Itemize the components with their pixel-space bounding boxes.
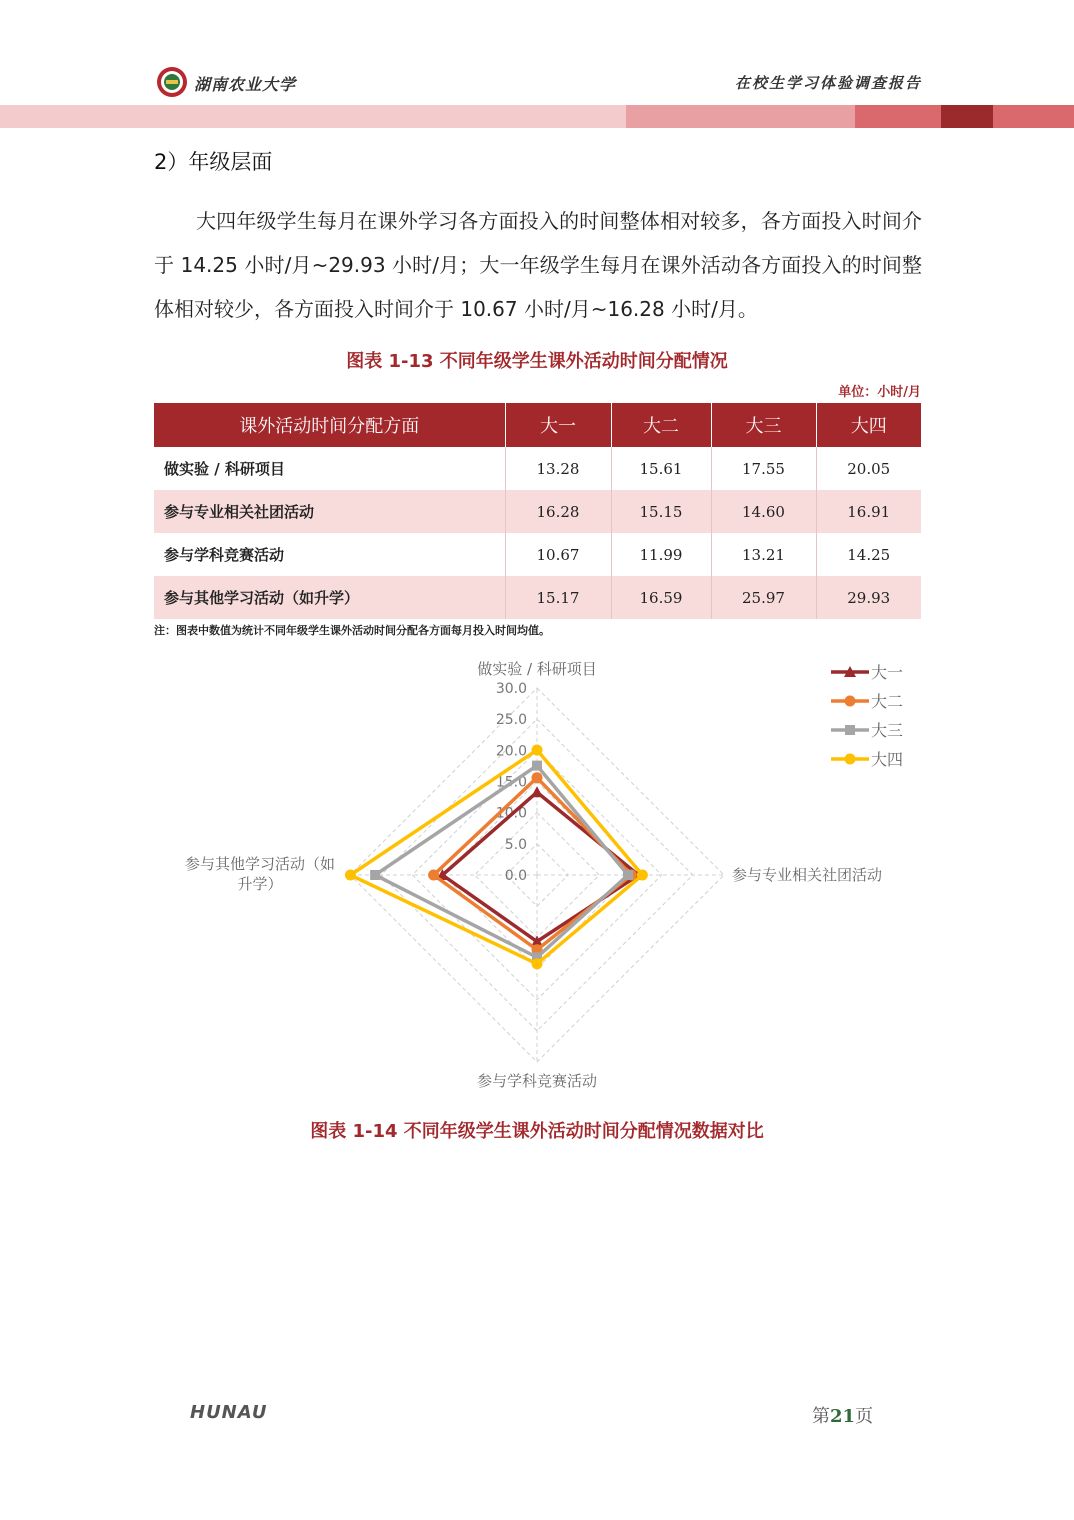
table-cell: 17.55 — [711, 447, 816, 490]
table-header-cell: 课外活动时间分配方面 — [154, 403, 505, 447]
page-suffix: 页 — [855, 1406, 874, 1427]
radar-point — [345, 870, 356, 881]
table-row — [154, 576, 921, 619]
row-label: 参与学科竞赛活动 — [154, 533, 505, 576]
table-cell: 20.05 — [816, 447, 921, 490]
table-header-cell: 大一 — [505, 403, 611, 447]
section-heading: 2）年级层面 — [154, 150, 273, 174]
row-label: 参与专业相关社团活动 — [154, 490, 505, 533]
header-band-segment — [855, 105, 941, 128]
footer-brand: HUNAU — [190, 1402, 268, 1423]
table-cell: 16.59 — [611, 576, 711, 619]
radar-axis-label-line: 做实验 / 科研项目 — [477, 660, 597, 678]
radar-tick-label: 10.0 — [495, 805, 527, 822]
radar-series-line — [434, 778, 632, 950]
radar-point — [623, 870, 633, 880]
page-number-label — [812, 1402, 873, 1428]
radar-axis-label — [477, 1072, 597, 1090]
table-cell: 29.93 — [816, 576, 921, 619]
table-header-row — [154, 403, 921, 447]
header-band-segment — [626, 105, 855, 128]
university-logo-icon — [156, 66, 188, 98]
radar-point — [532, 772, 543, 783]
table-cell: 15.17 — [505, 576, 611, 619]
radar-point — [532, 761, 542, 771]
table-header-cell: 大四 — [816, 403, 921, 447]
legend-label: 大四 — [871, 750, 904, 769]
table-cell: 14.25 — [816, 533, 921, 576]
table-cell: 11.99 — [611, 533, 711, 576]
radar-axis-label-line: 参与学科竞赛活动 — [476, 1072, 598, 1090]
radar-axis-label-line: 参与专业相关社团活动 — [732, 866, 883, 884]
radar-point — [531, 786, 543, 797]
radar-tick-label: 25.0 — [495, 712, 527, 729]
table-cell: 16.91 — [816, 490, 921, 533]
header-band-segment — [0, 105, 626, 128]
radar-chart — [150, 650, 930, 1100]
legend-label: 大二 — [871, 692, 904, 711]
table-cell: 25.97 — [711, 576, 816, 619]
page-prefix: 第 — [812, 1406, 830, 1427]
row-label: 参与其他学习活动（如升学） — [154, 576, 505, 619]
table-row — [154, 447, 921, 490]
table-cell: 15.15 — [611, 490, 711, 533]
row-label: 做实验 / 科研项目 — [154, 447, 505, 490]
legend-label: 大一 — [871, 663, 904, 682]
table-cell: 10.67 — [505, 533, 611, 576]
header-band-segment — [993, 105, 1074, 128]
header-band-segment — [941, 105, 993, 128]
table-caption: 图表 1-13 不同年级学生课外活动时间分配情况 — [346, 351, 728, 372]
page-header — [0, 0, 1074, 130]
radar-axis-label — [477, 660, 597, 678]
radar-point — [637, 870, 648, 881]
radar-axis-label — [732, 866, 882, 884]
radar-point — [370, 870, 380, 880]
table-unit: 单位：小时/月 — [838, 385, 921, 400]
table-cell: 13.21 — [711, 533, 816, 576]
table-row — [154, 490, 921, 533]
radar-point — [428, 870, 439, 881]
legend-swatch-marker — [845, 725, 855, 735]
table-header-cell: 大二 — [611, 403, 711, 447]
table-row — [154, 533, 921, 576]
table-note: 注：图表中数值为统计不同年级学生课外活动时间分配各方面每月投入时间均值。 — [154, 624, 550, 637]
radar-axis-label — [185, 855, 335, 893]
table-cell: 15.61 — [611, 447, 711, 490]
legend-swatch-marker — [845, 754, 856, 765]
radar-tick-label: 15.0 — [495, 774, 527, 791]
radar-axis-label-line: 升学） — [237, 875, 283, 893]
legend-label: 大三 — [871, 721, 904, 740]
table-cell: 16.28 — [505, 490, 611, 533]
page-number: 21 — [830, 1406, 856, 1427]
table-cell: 13.28 — [505, 447, 611, 490]
body-paragraph: 大四年级学生每月在课外学习各方面投入的时间整体相对较多，各方面投入时间介于 14.25 小时/月~29.93 小时/月；大一年级学生每月在课外活动各方面投入的时间整体相对较少，各方面投入时间介于 10.67 小时/月~16.28 小时/月。 — [154, 209, 922, 321]
radar-axis-label-line: 参与其他学习活动（如 — [184, 855, 336, 873]
table-header-cell: 大三 — [711, 403, 816, 447]
activity-time-table — [154, 403, 921, 619]
legend-swatch-marker — [845, 696, 856, 707]
radar-tick-label: 0.0 — [504, 868, 527, 884]
chart-caption: 图表 1-14 不同年级学生课外活动时间分配情况数据对比 — [310, 1121, 764, 1142]
university-name: 湖南农业大学 — [194, 75, 297, 94]
radar-series-line — [375, 766, 628, 958]
radar-point — [532, 745, 543, 756]
report-title: 在校生学习体验调查报告 — [734, 74, 922, 92]
radar-tick-label: 30.0 — [495, 681, 527, 697]
radar-series-line — [442, 792, 638, 941]
radar-point — [532, 958, 543, 969]
table-cell: 14.60 — [711, 490, 816, 533]
radar-tick-label: 20.0 — [495, 743, 527, 760]
radar-tick-label: 5.0 — [504, 836, 527, 853]
